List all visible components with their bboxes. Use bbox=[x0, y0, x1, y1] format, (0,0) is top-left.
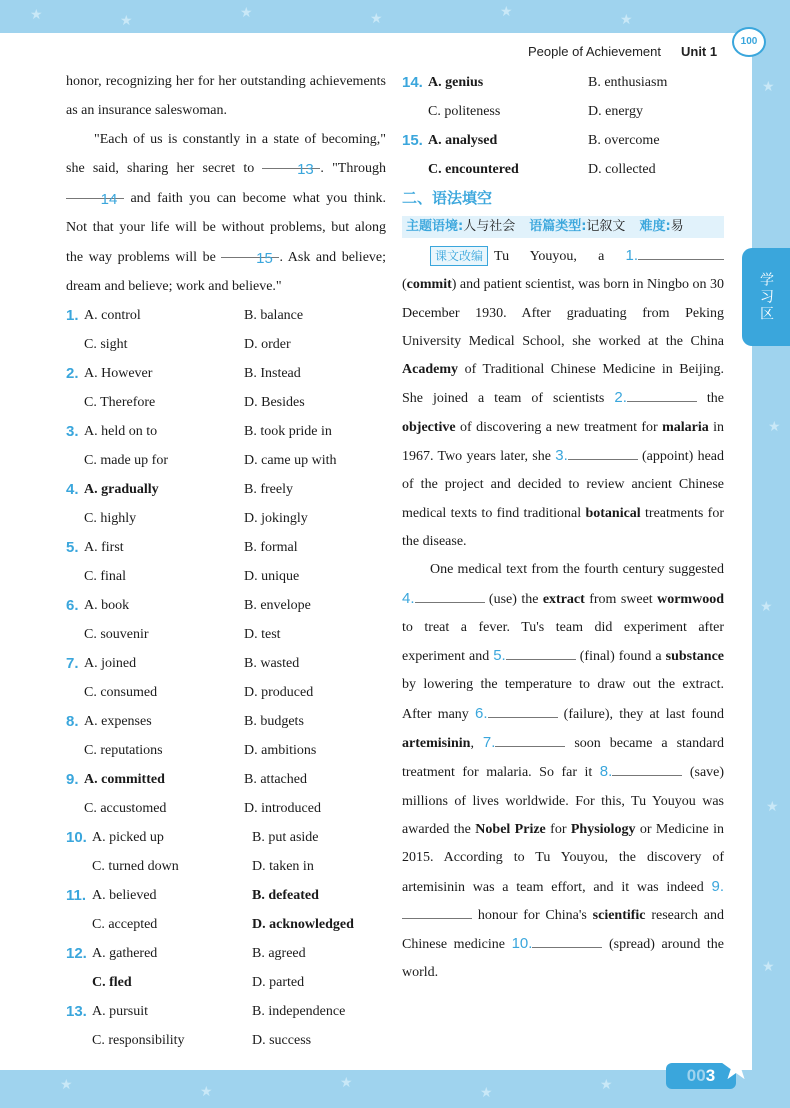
key-word: scientific bbox=[592, 907, 646, 923]
passage-text: (failure), they at last found bbox=[563, 706, 724, 722]
blank-number: 6. bbox=[474, 704, 488, 722]
option-b[interactable]: B. wasted bbox=[244, 656, 300, 672]
question-number: 11. bbox=[66, 887, 87, 905]
question-row bbox=[66, 330, 386, 359]
question-list-right bbox=[402, 68, 724, 184]
question-number: 12. bbox=[66, 945, 87, 963]
question-row bbox=[402, 126, 724, 155]
question-row bbox=[66, 417, 386, 446]
passage-text: honor, recognizing her for her outstanding achievements as an insurance saleswoman. bbox=[66, 74, 386, 118]
question-row bbox=[66, 910, 386, 939]
blank-number: 8. bbox=[599, 763, 613, 781]
passage-text: to treat a fever. Tu's team did experiment after experiment and bbox=[402, 619, 724, 665]
question-row bbox=[66, 446, 386, 475]
star-decoration: ★ bbox=[30, 7, 43, 23]
option-d[interactable]: D. success bbox=[252, 1033, 312, 1049]
option-a[interactable]: A. committed bbox=[84, 772, 165, 788]
option-b[interactable]: B. attached bbox=[244, 772, 307, 788]
question-row bbox=[66, 707, 386, 736]
option-b[interactable]: B. took pride in bbox=[244, 424, 332, 440]
row-indent bbox=[66, 678, 84, 707]
option-a[interactable]: A. expenses bbox=[84, 714, 152, 730]
question-row bbox=[402, 68, 724, 97]
row-indent bbox=[66, 852, 92, 881]
star-decoration: ★ bbox=[240, 5, 253, 21]
mascot-logo-icon bbox=[732, 27, 766, 57]
header-title: People of Achievement bbox=[528, 44, 661, 59]
row-indent bbox=[66, 388, 84, 417]
star-decoration: ★ bbox=[200, 1084, 213, 1100]
mascot-star-icon: ★ bbox=[719, 1047, 753, 1088]
blank-number: 13 bbox=[297, 161, 314, 179]
question-number: 2. bbox=[66, 365, 79, 383]
passage-text: One medical text from the fourth century suggested bbox=[430, 562, 724, 578]
option-c[interactable]: C. politeness bbox=[428, 104, 501, 119]
section-title: 二、语法填空 bbox=[402, 189, 493, 207]
blank-number: 2. bbox=[614, 389, 627, 407]
blank-number: 4. bbox=[402, 589, 415, 607]
question-row bbox=[66, 562, 386, 591]
row-indent bbox=[402, 155, 428, 184]
star-decoration: ★ bbox=[340, 1075, 353, 1091]
star-decoration: ★ bbox=[480, 1085, 493, 1101]
option-b[interactable]: B. freely bbox=[244, 482, 293, 498]
passage-text: research and Chinese medicine bbox=[402, 907, 724, 953]
passage-text: Tu Youyou, a bbox=[494, 249, 605, 264]
key-word: artemisinin bbox=[402, 736, 471, 752]
question-row bbox=[66, 678, 386, 707]
option-d[interactable]: D. unique bbox=[244, 569, 300, 585]
option-d[interactable]: D. acknowledged bbox=[252, 917, 354, 933]
question-row bbox=[66, 736, 386, 765]
option-d[interactable]: D. test bbox=[244, 627, 281, 643]
question-row bbox=[66, 533, 386, 562]
star-decoration: ★ bbox=[760, 599, 773, 615]
row-indent bbox=[66, 736, 84, 765]
passage-text: in 1967. Two years later, she bbox=[402, 419, 725, 465]
option-b[interactable]: B. envelope bbox=[244, 598, 311, 614]
blank-number: 7. bbox=[482, 734, 496, 752]
row-indent bbox=[66, 1026, 92, 1055]
option-b[interactable]: B. budgets bbox=[244, 714, 304, 730]
grammar-blank-9[interactable] bbox=[402, 904, 472, 919]
star-decoration: ★ bbox=[500, 4, 513, 20]
option-b[interactable]: B. put aside bbox=[252, 830, 319, 846]
passage-text: . Ask and believe; dream and believe; work and believe." bbox=[66, 249, 387, 294]
question-number: 10. bbox=[66, 829, 87, 847]
question-row bbox=[66, 504, 386, 533]
option-a[interactable]: A. control bbox=[84, 308, 141, 324]
row-indent bbox=[66, 446, 84, 475]
option-c[interactable]: C. fled bbox=[92, 975, 132, 991]
blank-number: 14 bbox=[100, 191, 118, 209]
question-number: 6. bbox=[66, 597, 79, 615]
grammar-blank-3[interactable] bbox=[568, 445, 638, 460]
page-number-prefix: 00 bbox=[686, 1066, 706, 1085]
side-tab-learning-zone[interactable] bbox=[742, 248, 790, 346]
key-word: commit bbox=[406, 277, 452, 293]
option-b[interactable]: B. defeated bbox=[252, 888, 319, 904]
option-b[interactable]: B. overcome bbox=[588, 133, 660, 148]
grammar-blank-7[interactable] bbox=[495, 732, 565, 747]
option-d[interactable]: D. ambitions bbox=[244, 743, 317, 759]
option-a[interactable]: A. joined bbox=[84, 656, 137, 672]
question-number: 5. bbox=[66, 539, 79, 557]
question-list-left bbox=[66, 301, 386, 1055]
question-row bbox=[66, 794, 386, 823]
star-decoration: ★ bbox=[620, 12, 633, 28]
cloze-blank-14[interactable] bbox=[66, 184, 124, 209]
option-d[interactable]: D. order bbox=[244, 337, 291, 353]
option-c[interactable]: C. highly bbox=[84, 511, 137, 527]
passage-paragraph bbox=[66, 126, 386, 302]
key-word: Academy bbox=[402, 362, 458, 378]
option-a[interactable]: A. genius bbox=[428, 75, 484, 90]
passage-paragraph bbox=[66, 68, 386, 126]
passage-text: "Each of us is constantly in a state of becoming," she said, sharing her secret to bbox=[66, 131, 386, 177]
option-a[interactable]: A. book bbox=[84, 598, 130, 614]
question-number: 3. bbox=[66, 423, 79, 441]
mascot-text: 100 bbox=[740, 36, 758, 47]
star-decoration: ★ bbox=[370, 11, 383, 27]
passage-text: soon became a standard treatment for malaria. So far it bbox=[402, 736, 724, 781]
grammar-blank-2[interactable] bbox=[627, 387, 697, 402]
running-header bbox=[528, 44, 717, 59]
passage-text: from sweet bbox=[589, 591, 653, 607]
option-d[interactable]: D. Besides bbox=[244, 395, 305, 411]
type-value: 记叙文 bbox=[586, 219, 626, 234]
key-word: objective bbox=[402, 419, 456, 435]
row-indent bbox=[66, 504, 84, 533]
option-c[interactable]: C. accepted bbox=[92, 917, 158, 933]
blank-number: 1. bbox=[625, 247, 638, 264]
side-tab-label: 学习区 bbox=[758, 271, 774, 323]
option-c[interactable]: C. made up for bbox=[84, 453, 168, 469]
passage-text: ( bbox=[402, 277, 407, 293]
passage-text: . "Through bbox=[320, 161, 387, 177]
question-row bbox=[66, 388, 386, 417]
grammar-blank-10[interactable] bbox=[532, 933, 602, 948]
passage-text: honour for China's bbox=[477, 907, 587, 923]
blank-number: 9. bbox=[711, 877, 724, 895]
option-a[interactable]: A. pursuit bbox=[92, 1004, 148, 1020]
question-number: 7. bbox=[66, 655, 79, 673]
passage-text: and faith you can become what you think. Not that your life will be without problems, but along the way problems will be bbox=[66, 191, 387, 265]
passage-text: treatments for the disease. bbox=[402, 505, 725, 549]
option-a[interactable]: A. picked up bbox=[92, 830, 164, 846]
blank-number: 3. bbox=[555, 447, 568, 465]
question-number: 1. bbox=[66, 307, 79, 325]
right-column bbox=[402, 68, 724, 988]
option-c[interactable]: C. turned down bbox=[92, 859, 179, 875]
blank-number: 15 bbox=[256, 249, 273, 267]
star-decoration: ★ bbox=[768, 419, 781, 435]
option-c[interactable]: C. accustomed bbox=[84, 801, 167, 817]
grammar-passage bbox=[402, 556, 724, 987]
key-word: botanical bbox=[585, 505, 641, 521]
question-row bbox=[66, 997, 386, 1026]
grammar-passage bbox=[402, 242, 724, 556]
passage-text: of discovering a new treatment for bbox=[460, 419, 658, 435]
option-b[interactable]: B. balance bbox=[244, 308, 304, 324]
option-d[interactable]: D. came up with bbox=[244, 453, 337, 469]
row-indent bbox=[66, 910, 92, 939]
key-word: wormwood bbox=[657, 591, 724, 607]
passage-text: , bbox=[470, 736, 474, 752]
question-number: 8. bbox=[66, 713, 79, 731]
option-c[interactable]: C. encountered bbox=[428, 162, 519, 177]
row-indent bbox=[66, 562, 84, 591]
option-a[interactable]: A. However bbox=[84, 366, 153, 382]
grammar-blank-5[interactable] bbox=[506, 645, 576, 660]
option-d[interactable]: D. introduced bbox=[244, 801, 321, 817]
option-a[interactable]: A. first bbox=[84, 540, 124, 556]
type-label: 语篇类型: bbox=[529, 219, 587, 234]
option-c[interactable]: C. consumed bbox=[84, 685, 158, 701]
grammar-blank-8[interactable] bbox=[612, 761, 682, 776]
row-indent bbox=[66, 330, 84, 359]
page-number-value: 3 bbox=[705, 1066, 716, 1085]
question-row bbox=[66, 620, 386, 649]
option-d[interactable]: D. energy bbox=[588, 104, 643, 119]
question-row bbox=[66, 359, 386, 388]
topic-label: 主题语境: bbox=[406, 219, 464, 234]
question-row bbox=[66, 881, 386, 910]
question-row bbox=[66, 939, 386, 968]
option-a[interactable]: A. believed bbox=[92, 888, 157, 904]
question-number: 4. bbox=[66, 481, 79, 499]
option-a[interactable]: A. held on to bbox=[84, 424, 158, 440]
option-c[interactable]: C. sight bbox=[84, 337, 128, 353]
header-unit: Unit 1 bbox=[680, 44, 718, 59]
option-b[interactable]: B. Instead bbox=[244, 366, 301, 382]
question-row bbox=[66, 649, 386, 678]
passage-text: (save) millions of lives worldwide. For this, Tu Youyou was awarded the bbox=[402, 765, 725, 837]
option-d[interactable]: D. taken in bbox=[252, 859, 314, 875]
key-word: malaria bbox=[662, 419, 709, 435]
question-number: 14. bbox=[402, 74, 423, 91]
question-row bbox=[66, 1026, 386, 1055]
star-decoration: ★ bbox=[60, 1077, 73, 1093]
question-row bbox=[66, 475, 386, 504]
passage-text: the bbox=[706, 391, 724, 407]
key-word: substance bbox=[665, 649, 725, 665]
option-d[interactable]: D. produced bbox=[244, 685, 314, 701]
option-d[interactable]: D. parted bbox=[252, 975, 305, 991]
question-row bbox=[66, 591, 386, 620]
passage-text: by lowering the temperature to draw out the extract. After many bbox=[402, 677, 724, 722]
passage-text: or Medicine in 2015. According to Tu Youyou, the discovery of artemisinin was a team effort, and it was indeed bbox=[402, 821, 725, 895]
question-row bbox=[402, 155, 724, 184]
left-column bbox=[66, 68, 386, 1055]
row-indent bbox=[66, 968, 92, 997]
option-c[interactable]: C. souvenir bbox=[84, 627, 149, 643]
row-indent bbox=[66, 620, 84, 649]
passage-text: (appoint) head of the project and decided to review ancient Chinese medical texts to find traditional bbox=[402, 449, 725, 521]
cloze-blank-15[interactable] bbox=[221, 243, 279, 267]
option-c[interactable]: C. Therefore bbox=[84, 395, 156, 411]
question-row bbox=[66, 301, 386, 330]
star-decoration: ★ bbox=[762, 79, 775, 95]
passage-text: (spread) around the world. bbox=[402, 937, 725, 981]
difficulty-value: 易 bbox=[670, 219, 684, 234]
option-d[interactable]: D. jokingly bbox=[244, 511, 308, 527]
option-a[interactable]: A. gradually bbox=[84, 482, 159, 498]
question-number: 9. bbox=[66, 771, 79, 789]
question-row bbox=[66, 823, 386, 852]
key-word: extract bbox=[542, 591, 585, 607]
option-b[interactable]: B. formal bbox=[244, 540, 298, 556]
grammar-blank-4[interactable] bbox=[415, 588, 485, 603]
difficulty-label: 难度: bbox=[639, 219, 671, 234]
option-c[interactable]: C. reputations bbox=[84, 743, 163, 759]
topic-value: 人与社会 bbox=[463, 219, 516, 234]
option-d[interactable]: D. collected bbox=[588, 162, 656, 177]
option-c[interactable]: C. final bbox=[84, 569, 126, 585]
question-row bbox=[402, 97, 724, 126]
passage-text: (final) found a bbox=[579, 649, 662, 665]
option-c[interactable]: C. responsibility bbox=[92, 1033, 185, 1049]
passage-text: for bbox=[550, 821, 567, 837]
star-decoration: ★ bbox=[762, 959, 775, 975]
star-decoration: ★ bbox=[600, 1077, 613, 1093]
option-b[interactable]: B. agreed bbox=[252, 946, 306, 962]
star-decoration: ★ bbox=[120, 13, 133, 29]
grammar-blank-6[interactable] bbox=[488, 703, 558, 718]
topic-info-bar bbox=[402, 216, 724, 238]
passage-text: of Traditional Chinese Medicine in Beijing. She joined a team of scientists bbox=[402, 362, 725, 407]
grammar-blank-1[interactable] bbox=[638, 245, 724, 260]
option-a[interactable]: A. gathered bbox=[92, 946, 158, 962]
row-indent bbox=[402, 97, 428, 126]
question-row bbox=[66, 852, 386, 881]
question-number: 15. bbox=[402, 132, 423, 149]
star-decoration: ★ bbox=[766, 799, 779, 815]
option-a[interactable]: A. analysed bbox=[428, 133, 498, 148]
adapted-text-tag: 课文改编 bbox=[430, 246, 488, 266]
option-b[interactable]: B. independence bbox=[252, 1004, 346, 1020]
row-indent bbox=[66, 794, 84, 823]
question-number: 13. bbox=[66, 1003, 87, 1021]
question-row bbox=[66, 968, 386, 997]
question-row bbox=[66, 765, 386, 794]
cloze-blank-13[interactable] bbox=[262, 154, 320, 179]
passage-text: (use) the bbox=[488, 591, 539, 607]
option-b[interactable]: B. enthusiasm bbox=[588, 75, 668, 90]
blank-number: 10. bbox=[511, 935, 533, 953]
passage-text: ) and patient scientist, was born in Ningbo on 30 December 1930. After graduating from Peking University Medical School, she worked at the China bbox=[402, 277, 724, 349]
key-word: Nobel Prize bbox=[475, 821, 546, 837]
blank-number: 5. bbox=[493, 647, 506, 665]
key-word: Physiology bbox=[570, 821, 636, 837]
